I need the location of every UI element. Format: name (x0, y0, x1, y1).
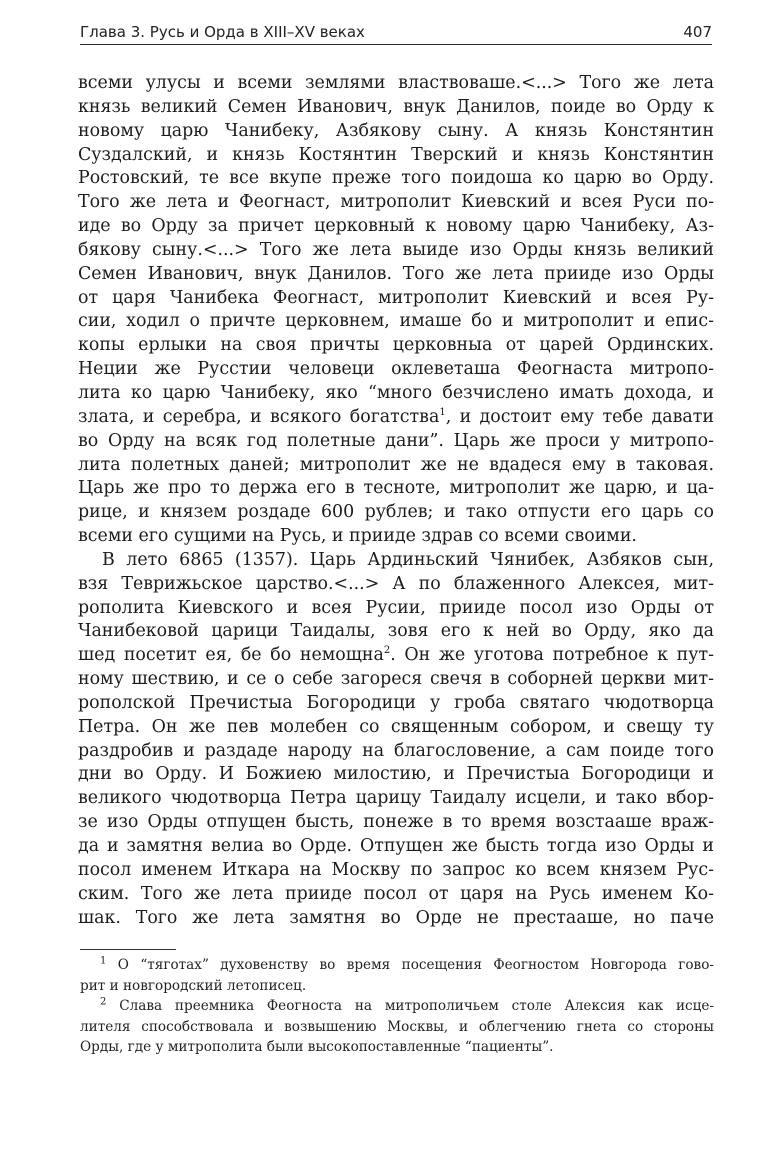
text-line: во Орду на всяк год полетные дани”. Царь же проси у митропо- (78, 430, 714, 451)
text-fragment: злата, и серебра, и всякого богатства (78, 406, 440, 427)
text-line: рополской Пречистыа Богородици у гроба святаго чюдотворца (78, 692, 714, 713)
main-text (78, 72, 714, 930)
footnote-ref-1: 1 (439, 407, 446, 419)
text-line: Суздалский, и князь Костянтин Тверский и князь Констянтин (78, 144, 714, 165)
footnote-text: рит и новгородский летописец. (80, 977, 307, 994)
chapter-title: Глава 3. Русь и Орда в XIII–XV веках (80, 23, 365, 41)
text-fragment: шед посетит ея, бе бо немощна (78, 645, 384, 666)
text-line: Петра. Он же пев молебен со священным собором, и свещу ту (78, 716, 714, 737)
text-line-with-footnote-ref (78, 406, 714, 430)
footnote-2 (80, 996, 714, 1017)
footnote-text: О “тяготах” духовенству во время посещения Феогностом Новгорода гово- (106, 957, 714, 973)
text-line: великого чюдотворца Петра царицу Таидалу исцели, и тако вбор- (78, 788, 714, 809)
footnote-text: Орды, где у митрополита были высокопоставленные “пациенты”. (80, 1039, 554, 1055)
page-number: 407 (683, 23, 712, 41)
footnote-number: 1 (100, 955, 107, 967)
text-line: Ростовский, те все вкупе преже того поидоша ко царю во Орду. (78, 168, 714, 189)
footnote-number: 2 (100, 996, 107, 1008)
text-line: копы ерлыки на своя причты церковныа от царей Ординских. (78, 335, 714, 356)
text-line: ному шествию, и се о себе загореся свечя в соборней церкви мит- (78, 669, 714, 690)
text-line: всеми улусы и всеми землями властвоваше.<...> Того же лета (78, 73, 714, 93)
running-header (80, 20, 712, 45)
text-line: шак. Того же лета замятня во Орде не престааше, но паче (78, 907, 714, 928)
text-line: взя Теврижьское царство.<...> А по блаженного Алексея, мит- (78, 573, 714, 594)
text-fragment: . Он же уготова потребное к пут- (390, 645, 714, 666)
text-line: новому царю Чанибеку, Азбякову сыну. А князь Констянтин (78, 120, 714, 141)
text-line: бякову сыну.<...> Того же лета выиде изо Орды князь великий (78, 239, 714, 260)
text-line: ским. Того же лета прииде посол от царя на Русь именем Ко- (78, 883, 714, 904)
text-line: посол именем Иткара на Москву по запрос ко всем князем Рус- (78, 859, 714, 880)
text-fragment: , и достоит ему тебе давати (445, 406, 714, 427)
footnote-ref-2: 2 (383, 645, 391, 657)
footnote-text: лителя способствовала и возвышению Москвы, и облегчению гнета со стороны (80, 1018, 714, 1035)
text-line: зе изо Орды отпущен бысть, понеже в то время возстааше враж- (78, 812, 714, 833)
text-line: рополита Киевского и всея Русии, прииде посол изо Орды от (78, 597, 714, 618)
text-line: Чанибековой царици Таидалы, зовя его к ней во Орду, яко да (78, 621, 714, 642)
footnote-divider (80, 949, 176, 950)
text-line: Царь же про то держа его в тесноте, митрополит же царю, и ца- (78, 478, 714, 499)
text-line: лита ко царю Чанибеку, яко “много безчислено имать дохода, и (78, 382, 714, 403)
text-line: лита полетных даней; митрополит же не вдадеся ему в таковая. (78, 454, 714, 475)
footnote-1 (80, 955, 714, 976)
text-line: рице, и князем роздаде 600 рублев; и тако отпусти его царь со (78, 502, 714, 523)
text-line: дни во Орду. И Божиею милостию, и Пречистыа Богородици и (78, 764, 714, 785)
text-line: всеми его сущими на Русь, и прииде здрав со всеми своими. (78, 526, 637, 547)
text-line: Того же лета и Феогнаст, митрополит Киевский и всея Руси по- (78, 192, 714, 213)
text-line: князь великий Семен Иванович, внук Данилов, поиде во Орду к (78, 96, 714, 117)
text-line: раздробив и раздаде народу на благословение, а сам поиде того (78, 740, 714, 761)
footnote-text: Слава преемника Феогноста на митрополичьем столе Алексия как исце- (106, 998, 714, 1014)
text-line: Семен Иванович, внук Данилов. Того же лета прииде изо Орды (78, 263, 714, 284)
text-line: сии, ходил о причте церковнем, имаше бо и митрополит и епис- (78, 311, 714, 332)
text-line: от царя Чанибека Феогнаст, митрополит Киевский и всея Ру- (78, 287, 714, 308)
text-line: В лето 6865 (1357). Царь Ардиньский Чянибек, Азбяков сын, (102, 549, 714, 570)
text-line: иде во Орду за причет церковный к новому царю Чанибеку, Аз- (78, 216, 714, 237)
text-line: да и замятня велиа во Орде. Отпущен же бысть тогда изо Орды и (78, 836, 714, 856)
footnotes (80, 955, 714, 1058)
text-line-with-footnote-ref (78, 644, 714, 668)
text-line: Неции же Русстии человеци оклеветаша Феогнаста митропо- (78, 359, 714, 380)
